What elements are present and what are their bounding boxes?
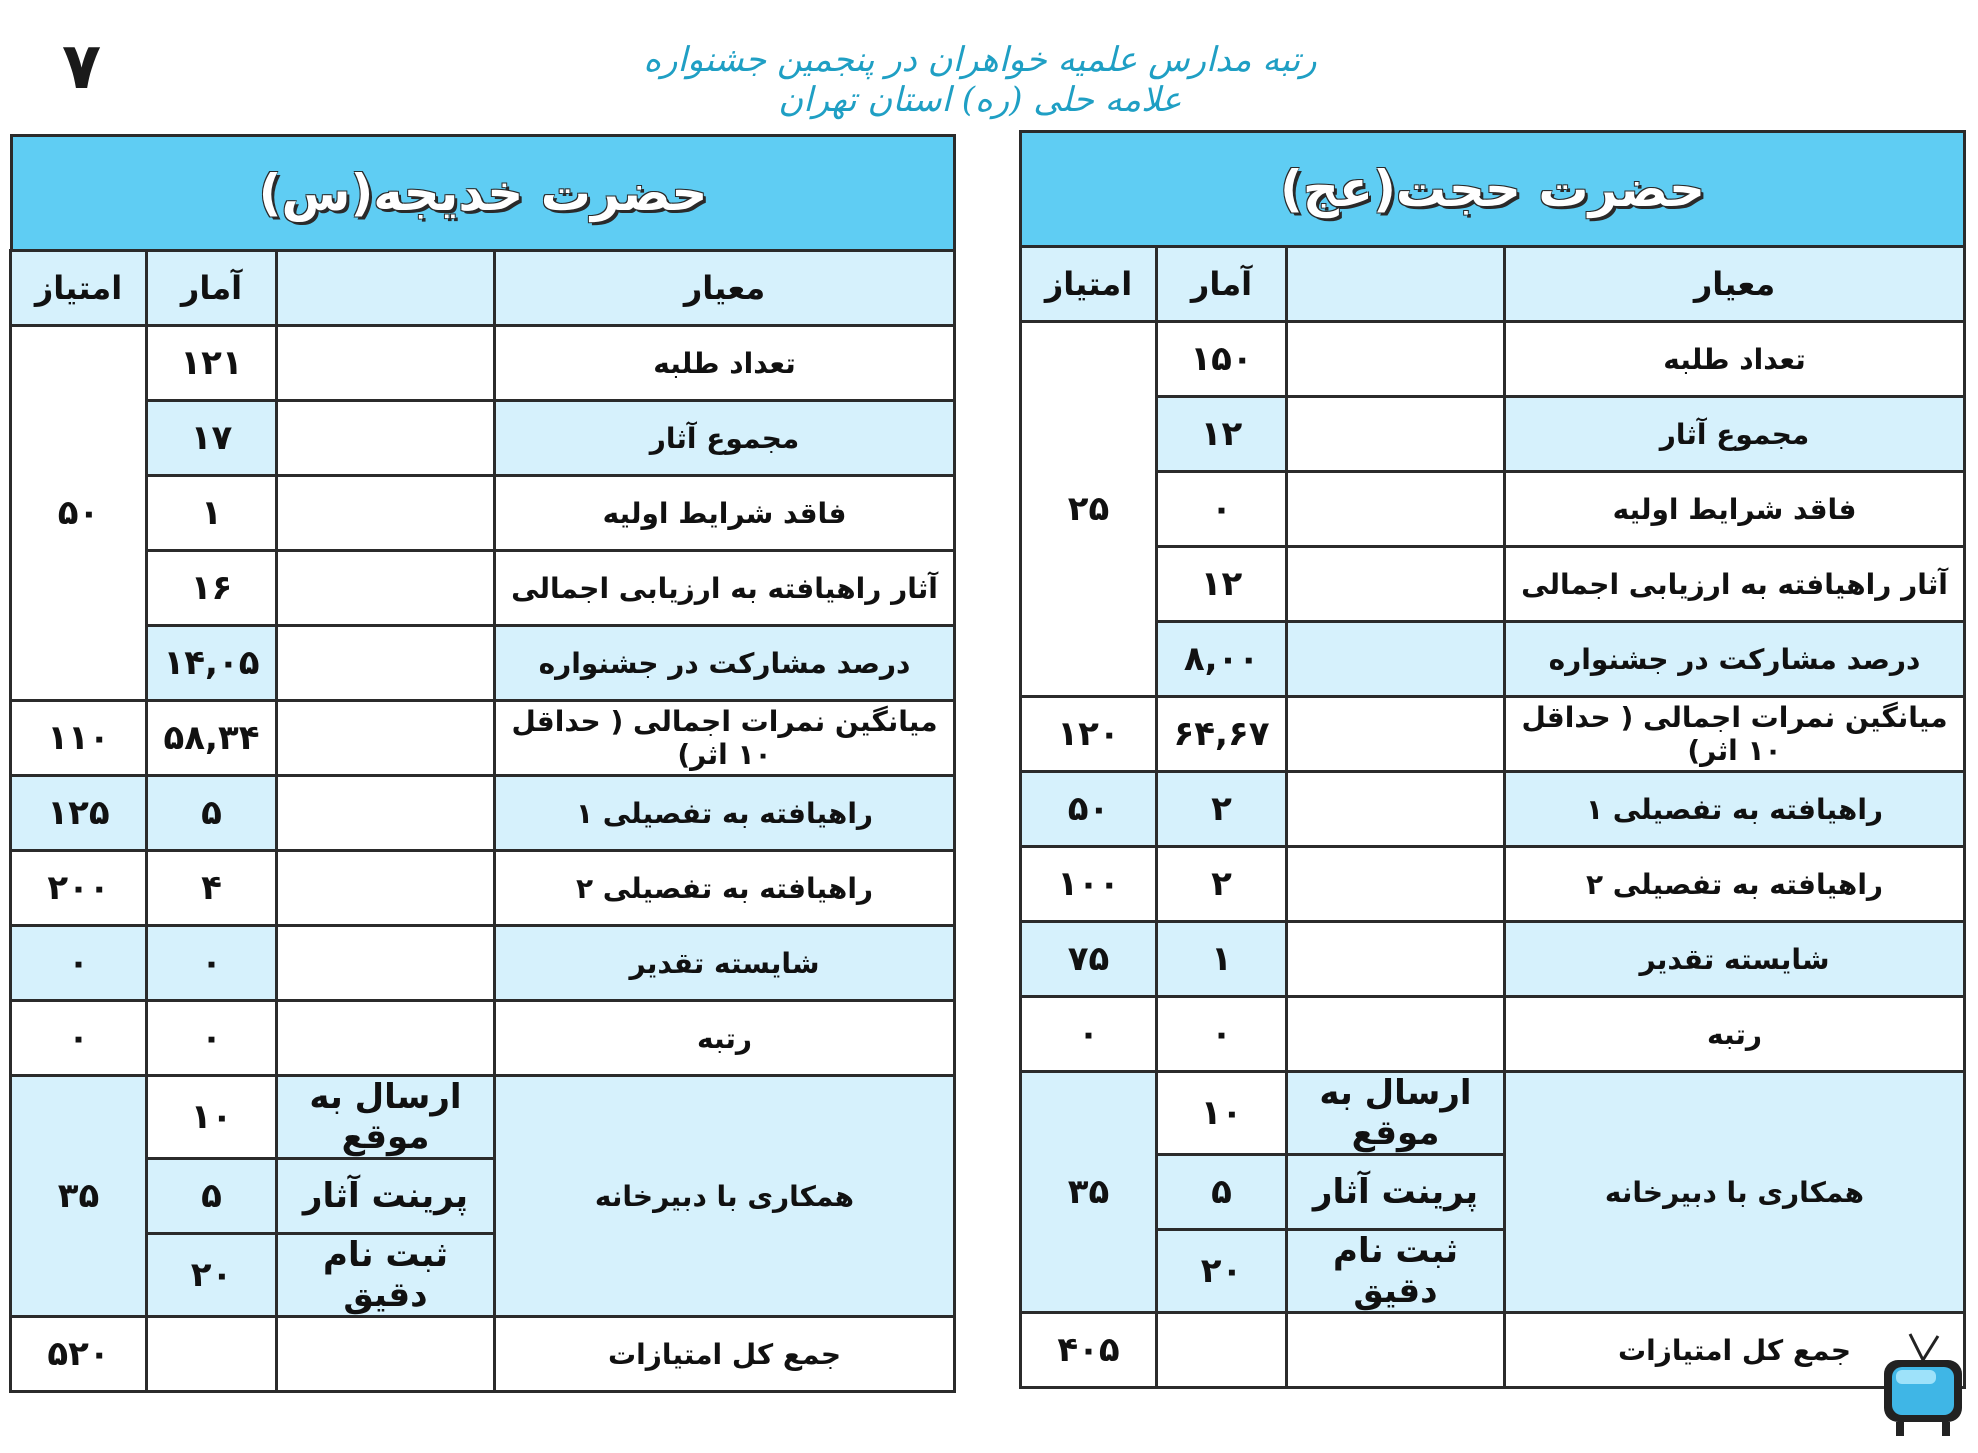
table-row xyxy=(1021,847,1965,922)
table-row-total xyxy=(1021,1313,1965,1388)
sub-cell xyxy=(277,851,495,926)
stat-cell: ۵ xyxy=(1157,1155,1287,1230)
stat-cell: ۰ xyxy=(1157,472,1287,547)
score-cell: ۲۰۰ xyxy=(11,851,147,926)
stat-cell: ۶۴,۶۷ xyxy=(1157,697,1287,772)
stat-cell: ۱۰ xyxy=(147,1076,277,1159)
page-header-title: رتبه مدارس علمیه خواهران در پنجمین جشنواره علامه حلی (ره) استان تهران xyxy=(643,40,1317,120)
stat-cell: ۰ xyxy=(147,926,277,1001)
score-cell: ۰ xyxy=(1021,997,1157,1072)
sub-cell xyxy=(277,626,495,701)
criterion-cell: فاقد شرایط اولیه xyxy=(1505,472,1965,547)
criterion-cell: میانگین نمرات اجمالی ( حداقل ۱۰ اثر) xyxy=(495,701,955,776)
criterion-cell: فاقد شرایط اولیه xyxy=(495,476,955,551)
table-row xyxy=(1021,397,1965,472)
criterion-cell: مجموع آثار xyxy=(1505,397,1965,472)
criterion-cell: راهیافته به تفصیلی ۲ xyxy=(1505,847,1965,922)
score-cell: ۵۰ xyxy=(1021,772,1157,847)
sub-cell xyxy=(277,476,495,551)
sub-cell: ارسال به موقع xyxy=(1287,1072,1505,1155)
sub-header xyxy=(277,251,495,326)
table-row xyxy=(1021,922,1965,997)
sub-cell xyxy=(1287,547,1505,622)
table-row xyxy=(11,926,955,1001)
score-cell: ۲۵ xyxy=(1021,322,1157,697)
table-row xyxy=(11,851,955,926)
table-header-row xyxy=(1021,247,1965,322)
criterion-cell: مجموع آثار xyxy=(495,401,955,476)
sub-cell: ثبت نام دقیق xyxy=(277,1234,495,1317)
score-cell: ۵۰ xyxy=(11,326,147,701)
table-row xyxy=(11,1001,955,1076)
score-cell: ۷۵ xyxy=(1021,922,1157,997)
score-header: امتیاز xyxy=(11,251,147,326)
criterion-cell: جمع کل امتیازات xyxy=(1505,1313,1965,1388)
sub-cell xyxy=(1287,1313,1505,1388)
school-panel-hojjat xyxy=(1019,130,1966,1389)
stat-cell: ۱۶ xyxy=(147,551,277,626)
criterion-cell: راهیافته به تفصیلی ۱ xyxy=(1505,772,1965,847)
score-cell: ۳۵ xyxy=(1021,1072,1157,1313)
stat-cell: ۰ xyxy=(1157,997,1287,1072)
stat-cell xyxy=(147,1317,277,1392)
stat-cell: ۱۲ xyxy=(1157,547,1287,622)
panel-title: حضرت خدیجه(س) xyxy=(10,134,956,249)
stat-cell: ۱ xyxy=(1157,922,1287,997)
table-row xyxy=(11,476,955,551)
sub-cell xyxy=(277,1001,495,1076)
sub-cell xyxy=(1287,847,1505,922)
panel-title: حضرت حجت(عج) xyxy=(1019,130,1966,245)
stat-header: آمار xyxy=(147,251,277,326)
score-cell: ۵۲۰ xyxy=(11,1317,147,1392)
stat-cell: ۱۰ xyxy=(1157,1072,1287,1155)
criterion-cell: همکاری با دبیرخانه xyxy=(495,1076,955,1317)
table-row xyxy=(1021,322,1965,397)
criterion-header: معیار xyxy=(495,251,955,326)
table-row xyxy=(11,776,955,851)
criterion-cell: همکاری با دبیرخانه xyxy=(1505,1072,1965,1313)
stat-cell: ۱۲۱ xyxy=(147,326,277,401)
school-panel-khadijeh xyxy=(10,134,956,1393)
stat-cell: ۲ xyxy=(1157,772,1287,847)
sub-cell xyxy=(277,1317,495,1392)
table-row xyxy=(11,326,955,401)
sub-cell: پرینت آثار xyxy=(1287,1155,1505,1230)
table-row xyxy=(1021,1072,1965,1155)
table-row xyxy=(1021,622,1965,697)
sub-cell: پرینت آثار xyxy=(277,1159,495,1234)
page-number: ۷ xyxy=(62,30,102,104)
score-cell: ۰ xyxy=(11,1001,147,1076)
score-table xyxy=(9,249,956,1393)
sub-cell xyxy=(277,776,495,851)
table-row xyxy=(11,401,955,476)
criterion-header: معیار xyxy=(1505,247,1965,322)
stat-cell: ۲۰ xyxy=(1157,1230,1287,1313)
stat-cell: ۵ xyxy=(147,1159,277,1234)
sub-cell xyxy=(277,326,495,401)
criterion-cell: درصد مشارکت در جشنواره xyxy=(495,626,955,701)
tv-icon xyxy=(1878,1330,1968,1440)
sub-cell xyxy=(277,926,495,1001)
stat-cell: ۲ xyxy=(1157,847,1287,922)
table-row xyxy=(1021,997,1965,1072)
stat-cell: ۵۸,۳۴ xyxy=(147,701,277,776)
sub-cell xyxy=(1287,622,1505,697)
table-row xyxy=(1021,547,1965,622)
criterion-cell: شایسته تقدیر xyxy=(495,926,955,1001)
table-row-total xyxy=(11,1317,955,1392)
table-row xyxy=(1021,772,1965,847)
score-header: امتیاز xyxy=(1021,247,1157,322)
sub-cell xyxy=(1287,997,1505,1072)
table-row xyxy=(11,551,955,626)
stat-cell: ۱۴,۰۵ xyxy=(147,626,277,701)
stat-cell: ۱۲ xyxy=(1157,397,1287,472)
criterion-cell: رتبه xyxy=(1505,997,1965,1072)
table-row xyxy=(1021,697,1965,772)
sub-cell xyxy=(1287,397,1505,472)
criterion-cell: جمع کل امتیازات xyxy=(495,1317,955,1392)
table-row xyxy=(1021,472,1965,547)
score-cell: ۰ xyxy=(11,926,147,1001)
stat-header: آمار xyxy=(1157,247,1287,322)
criterion-cell: آثار راهیافته به ارزیابی اجمالی xyxy=(1505,547,1965,622)
sub-cell xyxy=(1287,772,1505,847)
score-cell: ۳۵ xyxy=(11,1076,147,1317)
sub-cell xyxy=(277,401,495,476)
table-row xyxy=(11,701,955,776)
score-table xyxy=(1019,245,1966,1389)
stat-cell xyxy=(1157,1313,1287,1388)
stat-cell: ۲۰ xyxy=(147,1234,277,1317)
sub-cell xyxy=(277,701,495,776)
score-cell: ۴۰۵ xyxy=(1021,1313,1157,1388)
score-cell: ۱۲۵ xyxy=(11,776,147,851)
sub-cell xyxy=(277,551,495,626)
criterion-cell: راهیافته به تفصیلی ۲ xyxy=(495,851,955,926)
table-row xyxy=(11,626,955,701)
criterion-cell: تعداد طلبه xyxy=(1505,322,1965,397)
sub-cell: ثبت نام دقیق xyxy=(1287,1230,1505,1313)
score-cell: ۱۲۰ xyxy=(1021,697,1157,772)
table-header-row xyxy=(11,251,955,326)
criterion-cell: میانگین نمرات اجمالی ( حداقل ۱۰ اثر) xyxy=(1505,697,1965,772)
table-row xyxy=(11,1076,955,1159)
sub-header xyxy=(1287,247,1505,322)
criterion-cell: تعداد طلبه xyxy=(495,326,955,401)
stat-cell: ۵ xyxy=(147,776,277,851)
score-cell: ۱۱۰ xyxy=(11,701,147,776)
sub-cell xyxy=(1287,472,1505,547)
stat-cell: ۸,۰۰ xyxy=(1157,622,1287,697)
sub-cell xyxy=(1287,322,1505,397)
stat-cell: ۰ xyxy=(147,1001,277,1076)
score-cell: ۱۰۰ xyxy=(1021,847,1157,922)
criterion-cell: راهیافته به تفصیلی ۱ xyxy=(495,776,955,851)
stat-cell: ۱ xyxy=(147,476,277,551)
criterion-cell: رتبه xyxy=(495,1001,955,1076)
sub-cell xyxy=(1287,697,1505,772)
stat-cell: ۱۵۰ xyxy=(1157,322,1287,397)
sub-cell xyxy=(1287,922,1505,997)
sub-cell: ارسال به موقع xyxy=(277,1076,495,1159)
stat-cell: ۴ xyxy=(147,851,277,926)
stat-cell: ۱۷ xyxy=(147,401,277,476)
criterion-cell: آثار راهیافته به ارزیابی اجمالی xyxy=(495,551,955,626)
criterion-cell: درصد مشارکت در جشنواره xyxy=(1505,622,1965,697)
criterion-cell: شایسته تقدیر xyxy=(1505,922,1965,997)
